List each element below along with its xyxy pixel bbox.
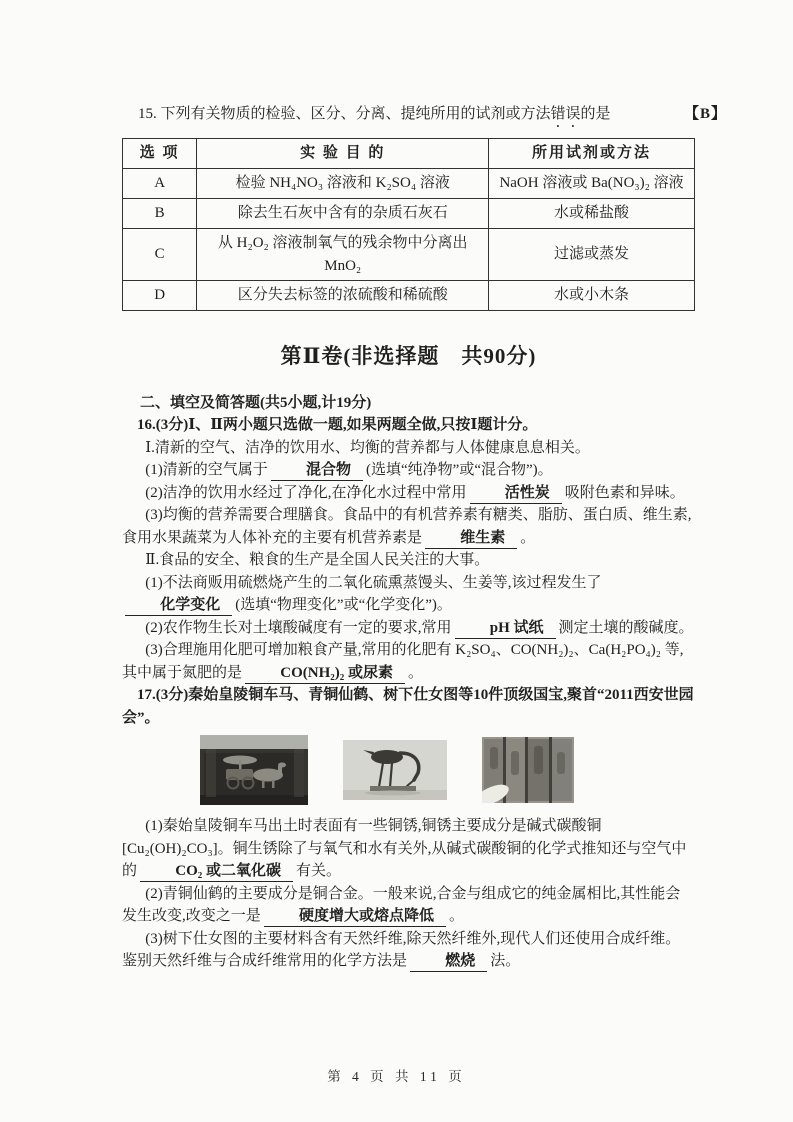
- item-text: (3)均衡的营养需要合理膳食。食品中的有机营养素有糖类、脂肪、蛋白质、维生素,食用水果蔬菜为人体补充的主要有机营养素是: [122, 507, 692, 546]
- answer-blank: 燃烧: [410, 952, 487, 972]
- q16-part2-item3: [122, 639, 695, 684]
- q17-item3: [122, 928, 695, 973]
- item-text: 法。: [490, 953, 521, 969]
- item-text: (1)清新的空气属于: [145, 462, 268, 478]
- item-text: (2)洁净的饮用水经过了净化,在净化水过程中常用: [145, 484, 467, 501]
- cell-purpose: 检验 NH₄NO₃ 溶液和 K₂SO₄ 溶液: [197, 169, 489, 199]
- q16-part2-item1: [122, 572, 695, 617]
- cell-option: C: [123, 229, 197, 281]
- answer-marker: 【B】: [683, 106, 727, 122]
- cell-purpose: 区分失去标签的浓硫酸和稀硫酸: [197, 281, 489, 311]
- question-17-heading: 17.(3分)秦始皇陵铜车马、青铜仙鹤、树下仕女图等10件顶级国宝,聚首“2011西安世园会”。: [122, 687, 694, 726]
- section-title: 二、填空及简答题(共5小题,计19分): [140, 394, 372, 411]
- item-text: (1)不法商贩用硫燃烧产生的二氧化硫熏蒸馒头、生姜等,该过程发生了: [145, 574, 602, 591]
- q17-item1: [122, 815, 695, 883]
- q16-part1-item3: [122, 504, 695, 549]
- answer-blank: 硬度增大或熔点降低: [264, 907, 446, 927]
- question-15-emphasis: 错误: [550, 106, 581, 122]
- answer-blank: CO₂ 或二氧化碳: [140, 862, 293, 882]
- page-number-indicator: 第 4 页 共 11 页: [327, 1068, 466, 1084]
- q16-part2-heading: Ⅱ.食品的安全、粮食的生产是全国人民关注的大事。: [145, 552, 490, 568]
- question-15-table: [122, 138, 695, 311]
- cell-purpose: 从 H₂O₂ 溶液制氧气的残余物中分离出 MnO₂: [197, 229, 489, 281]
- q16-part1-item1: [122, 459, 695, 482]
- item-text: (1)秦始皇陵铜车马出土时表面有一些铜锈,铜锈主要成分是碱式碳酸铜[Cu₂(OH)₂CO₃]。铜生锈除了与氧气和水有关外,从碱式碳酸铜的化学式推知还与空气中的: [122, 818, 687, 879]
- q16-part1-item2: [122, 482, 695, 505]
- bronze-chariot-photo: [200, 735, 308, 805]
- bronze-crane-photo: [343, 740, 447, 800]
- cell-option: D: [123, 281, 197, 311]
- item-text: 吸附色素和异味。: [564, 484, 685, 501]
- question-15-number: 15.: [138, 106, 157, 122]
- item-text: 。: [408, 664, 424, 681]
- item-text: 有关。: [296, 863, 342, 879]
- item-text: (2)青铜仙鹤的主要成分是铜合金。一般来说,合金与组成它的纯金属相比,其性能会发生改变,改变之一是: [122, 885, 681, 924]
- question-15-stem: [122, 103, 727, 131]
- item-text: 测定土壤的酸碱度。: [558, 619, 694, 636]
- item-text: (选填“纯净物”或“混合物”)。: [366, 462, 553, 478]
- q17-item2: [122, 883, 695, 928]
- cell-option: A: [123, 169, 197, 199]
- table-row-a: [123, 169, 695, 199]
- table-row-d: [123, 281, 695, 311]
- answer-blank: pH 试纸: [455, 619, 556, 639]
- cell-method: 过滤或蒸发: [489, 229, 695, 281]
- header-method: 所用试剂或方法: [489, 139, 695, 169]
- item-text: (3)树下仕女图的主要材料含有天然纤维,除天然纤维外,现代人们还使用合成纤维。鉴别天然纤维与合成纤维常用的化学方法是: [122, 930, 681, 969]
- item-text: (选填“物理变化”或“化学变化”)。: [235, 597, 452, 613]
- item-text: 。: [520, 529, 536, 546]
- question-15-text-end: 的是: [580, 106, 611, 122]
- answer-blank: 混合物: [271, 461, 363, 481]
- item-text: (2)农作物生长对土壤酸碱度有一定的要求,常用: [145, 619, 452, 636]
- cell-option: B: [123, 199, 197, 229]
- cell-method: 水或稀盐酸: [489, 199, 695, 229]
- tree-ladies-painting-photo: [482, 737, 574, 803]
- q16-part2-item2: [122, 617, 695, 640]
- cell-method: NaOH 溶液或 Ba(NO₃)₂ 溶液: [489, 169, 695, 199]
- question-16-heading: 16.(3分)Ⅰ、Ⅱ两小题只选做一题,如果两题全做,只按Ⅰ题计分。: [137, 417, 538, 433]
- question-15-text: 下列有关物质的检验、区分、分离、提纯所用的试剂或方法: [160, 106, 551, 122]
- cell-method: 水或小木条: [489, 281, 695, 311]
- answer-blank: CO(NH₂)₂ 或尿素: [245, 664, 405, 684]
- table-row-c: [123, 229, 695, 281]
- header-option: 选 项: [123, 139, 197, 169]
- answer-blank: 维生素: [425, 529, 517, 549]
- cell-purpose: 除去生石灰中含有的杂质石灰石: [197, 199, 489, 229]
- table-header-row: [123, 139, 695, 169]
- answer-blank: 活性炭: [470, 484, 562, 504]
- volume-title: 第Ⅱ卷(非选择题 共90分): [280, 344, 537, 368]
- relic-photos-row: [200, 735, 695, 805]
- header-purpose: 实 验 目 的: [197, 139, 489, 169]
- answer-blank: 化学变化: [125, 596, 232, 616]
- q16-part1-heading: Ⅰ.清新的空气、洁净的饮用水、均衡的营养都与人体健康息息相关。: [145, 439, 590, 456]
- table-row-b: [123, 199, 695, 229]
- item-text: 。: [449, 908, 465, 924]
- item-text: (3)合理施用化肥可增加粮食产量,常用的化肥有 K₂SO₄、CO(NH₂)₂、Ca(H₂PO₄)₂ 等,其中属于氮肥的是: [122, 642, 684, 681]
